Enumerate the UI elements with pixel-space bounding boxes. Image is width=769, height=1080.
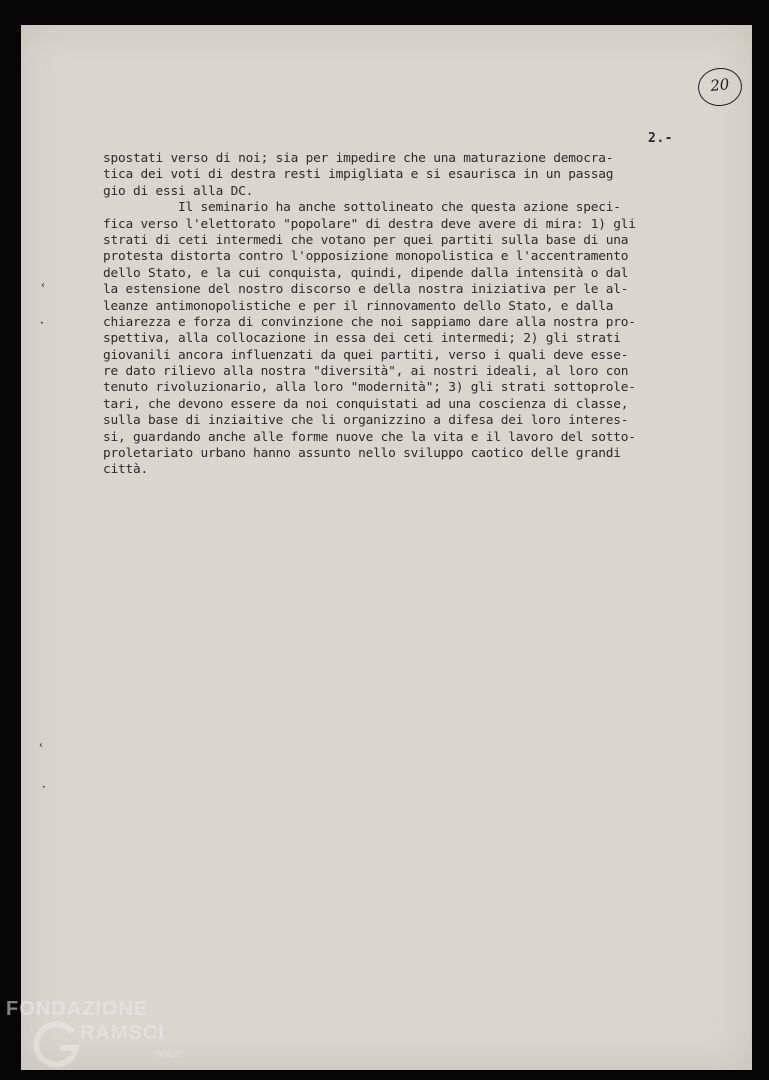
text-line: la estensione del nostro discorso e della nostra iniziativa per le al- [103, 282, 629, 298]
text-line: spostati verso di noi; sia per impedire che una maturazione democra- [103, 151, 614, 166]
margin-mark: ‹ [38, 740, 45, 751]
text-line: tenuto rivoluzionario, alla loro "modernità"; 3) gli strati sottoprole- [103, 380, 636, 396]
text-line: tari, che devono essere da noi conquistati ad una coscienza di classe, [103, 396, 629, 412]
text-line: leanze antimonopolistiche e per il rinnovamento dello Stato, e dalla [103, 298, 614, 314]
text-line: chiarezza e forza di convinzione che noi sappiamo dare alla nostra pro- [103, 314, 636, 330]
text-line: re dato rilievo alla nostra "diversità", ai nostri ideali, al loro con [103, 364, 629, 380]
text-line: proletariato urbano hanno assunto nello sviluppo caotico delle grandi [103, 446, 621, 462]
margin-mark: • [42, 784, 46, 791]
folio-stamp [696, 66, 744, 108]
page-number: 2.- [648, 131, 673, 146]
margin-mark: • [40, 320, 44, 327]
text-line: sulla base di inziaitive che li organizzino a difesa dei loro interes- [103, 413, 629, 429]
typed-text-body [103, 151, 743, 479]
text-line: tica dei voti di destra resti impigliata e si esaurisca in un passag [103, 167, 614, 183]
watermark-line2: RAMSCI [80, 1022, 165, 1044]
text-line: giovanili ancora influenzati da quei partiti, verso i quali deve esse- [103, 347, 629, 363]
text-line: dello Stato, e la cui conquista, quindi, dipende dalla intensità o dal [103, 265, 629, 281]
text-line: protesta distorta contro l'opposizione monopolistica e l'accentramento [103, 249, 629, 265]
folio-number: 20 [709, 75, 731, 95]
fondazione-gramsci-watermark [6, 998, 206, 1076]
text-line: fica verso l'elettorato "popolare" di destra deve avere di mira: 1) gli [103, 216, 636, 232]
text-line: spettiva, alla collocazione in essa dei ceti intermedi; 2) gli strati [103, 331, 621, 347]
text-line: Il seminario ha anche sottolineato che questa azione speci- [103, 200, 621, 216]
watermark-suffix: onlus [156, 1049, 180, 1060]
text-line: strati di ceti intermedi che votano per quei partiti sulla base di una [103, 232, 629, 248]
watermark-line1: FONDAZIONE [6, 998, 149, 1020]
gramsci-g-logo-icon [32, 1018, 82, 1068]
margin-mark: ‹ [40, 280, 47, 291]
text-line: città. [103, 462, 149, 478]
text-line: si, guardando anche alle forme nuove che la vita e il lavoro del sotto- [103, 429, 636, 445]
text-line: gio di essi alla DC. [103, 183, 254, 199]
